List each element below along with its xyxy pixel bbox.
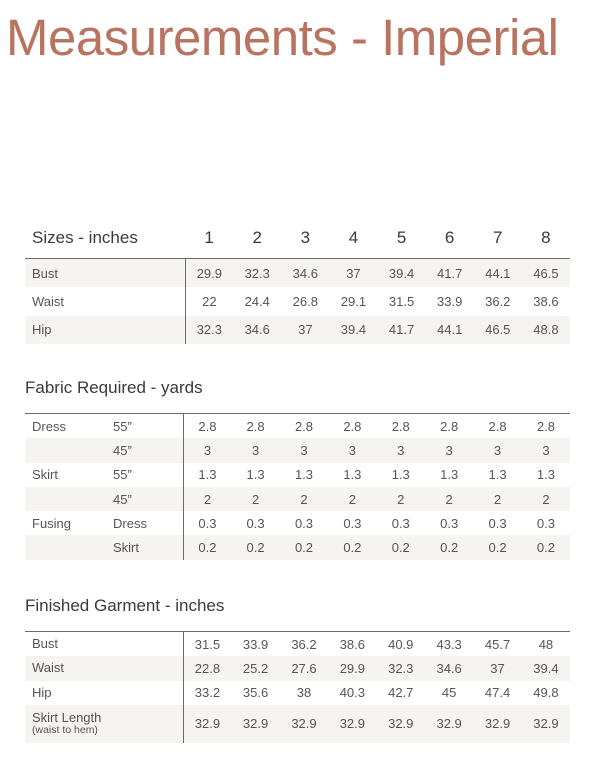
value-cell: 0.2 (377, 535, 425, 559)
value-cell: 3 (231, 438, 279, 462)
value-cell: 2 (425, 487, 473, 511)
size-header: 8 (541, 228, 551, 247)
row-label: Fusing (32, 515, 72, 531)
value-cell: 46.5 (474, 316, 522, 345)
row-label-text: Waist (32, 660, 65, 676)
value-cell: 0.3 (391, 515, 410, 531)
size-header: 4 (348, 228, 359, 247)
size-header: 7 (493, 228, 503, 247)
value-cell: 32.9 (183, 705, 231, 743)
value-cell: 37 (473, 656, 521, 680)
value-cell: 1.3 (536, 467, 555, 483)
sizes-table (25, 218, 570, 344)
table-row (25, 487, 570, 511)
value-cell: 36.2 (485, 293, 511, 309)
value-cell: 33.2 (194, 685, 221, 701)
value-cell: 3 (473, 438, 521, 462)
value-cell: 34.6 (281, 259, 329, 288)
value-cell: 29.1 (340, 293, 367, 309)
table-row (25, 681, 570, 705)
value-cell: 38.6 (328, 632, 376, 657)
value-cell: 0.2 (425, 535, 473, 559)
value-cell: 47.4 (484, 685, 511, 701)
value-cell: 41.7 (426, 259, 474, 288)
value-cell: 32.3 (185, 316, 233, 345)
value-cell: 32.9 (231, 705, 279, 743)
value-cell: 0.2 (280, 535, 328, 559)
value-cell: 0.3 (294, 515, 314, 531)
value-cell: 32.3 (233, 259, 281, 288)
value-cell: 3 (522, 438, 570, 462)
value-cell: 41.7 (378, 316, 426, 345)
finished-section (25, 596, 570, 743)
value-cell: 2.8 (280, 414, 328, 439)
row-label (25, 656, 183, 680)
value-cell: 31.5 (388, 293, 415, 309)
row-note: (waist to hem) (32, 724, 98, 737)
value-cell: 1.3 (198, 467, 217, 483)
value-cell: 32.9 (425, 705, 473, 743)
value-cell: 35.6 (242, 685, 269, 701)
value-cell: 39.4 (329, 316, 377, 345)
row-label: Hip (25, 316, 183, 345)
size-header: 3 (300, 228, 311, 247)
sizes-section (25, 218, 570, 344)
table-row (25, 632, 570, 657)
row-label (25, 632, 183, 657)
value-cell: 1.3 (343, 467, 362, 483)
table-row (25, 414, 570, 439)
finished-heading: Finished Garment - inches (25, 596, 225, 615)
value-cell: 36.2 (280, 632, 328, 657)
table-row (25, 705, 570, 743)
table-row (25, 656, 570, 680)
value-cell: 0.3 (198, 515, 217, 531)
value-cell: 45 (441, 685, 457, 701)
table-row (25, 259, 570, 288)
value-cell: 1.3 (294, 467, 314, 483)
value-cell: 25.2 (231, 656, 279, 680)
value-cell: 38 (296, 685, 312, 701)
row-sublabel: 55” (113, 463, 183, 487)
value-cell: 46.5 (522, 259, 570, 288)
value-cell: 3 (328, 438, 376, 462)
value-cell: 49.8 (533, 685, 559, 701)
value-cell: 2.8 (425, 414, 473, 439)
row-sublabel: Dress (113, 511, 183, 535)
value-cell: 3 (377, 438, 425, 462)
value-cell: 3 (425, 438, 473, 462)
value-cell: 39.4 (378, 259, 426, 288)
value-cell: 37 (329, 259, 377, 288)
value-cell: 38.6 (533, 293, 559, 309)
value-cell: 2.8 (328, 414, 376, 439)
value-cell: 3 (280, 438, 328, 462)
row-label: Skirt (32, 467, 58, 483)
value-cell: 2.8 (473, 414, 521, 439)
table-row (25, 535, 570, 559)
value-cell: 2.8 (183, 414, 231, 439)
value-cell: 0.3 (488, 515, 507, 531)
value-cell: 0.3 (246, 515, 265, 531)
value-cell: 32.9 (377, 705, 425, 743)
row-sublabel: 45” (113, 438, 183, 462)
value-cell: 0.2 (328, 535, 376, 559)
value-cell: 2 (183, 487, 231, 511)
table-row (25, 316, 570, 345)
value-cell: 29.9 (185, 259, 233, 288)
fabric-table (25, 413, 570, 560)
value-cell: 0.3 (536, 515, 555, 531)
value-cell: 2.8 (522, 414, 570, 439)
row-label-text: Bust (32, 636, 59, 652)
value-cell: 33.9 (231, 632, 279, 657)
value-cell: 48 (522, 632, 570, 657)
row-label (25, 705, 183, 743)
finished-table (25, 631, 570, 743)
value-cell: 34.6 (233, 316, 281, 345)
value-cell: 44.1 (474, 259, 522, 288)
row-label: Bust (25, 259, 183, 288)
value-cell: 45.7 (473, 632, 521, 657)
value-cell: 1.3 (246, 467, 265, 483)
size-header: 6 (444, 228, 455, 247)
value-cell: 34.6 (425, 656, 473, 680)
value-cell: 44.1 (426, 316, 474, 345)
value-cell: 48.8 (522, 316, 570, 345)
value-cell: 0.2 (473, 535, 521, 559)
value-cell: 2.8 (377, 414, 425, 439)
value-cell: 2 (377, 487, 425, 511)
row-sublabel: 45” (113, 487, 183, 511)
value-cell: 26.8 (292, 293, 318, 309)
value-cell: 2 (280, 487, 328, 511)
value-cell: 43.3 (425, 632, 473, 657)
sizes-heading: Sizes - inches (32, 228, 138, 247)
value-cell: 22 (202, 293, 217, 309)
table-row (25, 463, 570, 487)
value-cell: 32.3 (377, 656, 425, 680)
row-label (25, 487, 113, 511)
fabric-section (25, 378, 570, 560)
row-label (25, 681, 183, 705)
value-cell: 2 (328, 487, 376, 511)
value-cell: 37 (281, 316, 329, 345)
row-label: Dress (25, 414, 113, 439)
table-row (25, 438, 570, 462)
value-cell: 22.8 (183, 656, 231, 680)
value-cell: 2.8 (231, 414, 279, 439)
value-cell: 0.3 (440, 515, 459, 531)
value-cell: 0.2 (183, 535, 231, 559)
size-header: 5 (396, 228, 407, 247)
value-cell: 27.6 (280, 656, 328, 680)
value-cell: 2 (522, 487, 570, 511)
row-label (25, 438, 113, 462)
value-cell: 3 (183, 438, 231, 462)
value-cell: 32.9 (473, 705, 521, 743)
value-cell: 32.9 (280, 705, 328, 743)
value-cell: 24.4 (244, 293, 270, 309)
value-cell: 40.3 (339, 685, 366, 701)
value-cell: 39.4 (522, 656, 570, 680)
value-cell: 32.9 (328, 705, 376, 743)
table-row (25, 287, 570, 316)
value-cell: 33.9 (437, 293, 463, 309)
row-label-text: Skirt Length (32, 710, 102, 726)
row-sublabel: 55” (113, 414, 183, 439)
table-row (25, 511, 570, 535)
value-cell: 29.9 (328, 656, 376, 680)
value-cell: 2 (473, 487, 521, 511)
value-cell: 1.3 (488, 467, 507, 483)
value-cell: 42.7 (388, 685, 414, 701)
value-cell: 31.5 (183, 632, 231, 657)
row-label-text: Hip (32, 684, 52, 700)
value-cell: 1.3 (391, 467, 410, 483)
value-cell: 0.3 (343, 515, 362, 531)
value-cell: 0.2 (231, 535, 279, 559)
size-header: 2 (252, 228, 262, 247)
row-label: Waist (32, 293, 65, 309)
value-cell: 32.9 (522, 705, 570, 743)
value-cell: 0.2 (522, 535, 570, 559)
size-header: 1 (204, 228, 214, 247)
value-cell: 2 (231, 487, 279, 511)
row-label (25, 535, 113, 559)
value-cell: 40.9 (377, 632, 425, 657)
fabric-heading: Fabric Required - yards (25, 378, 203, 397)
page-title: Measurements - Imperial (6, 9, 559, 66)
row-sublabel: Skirt (113, 535, 183, 559)
value-cell: 1.3 (440, 467, 459, 483)
